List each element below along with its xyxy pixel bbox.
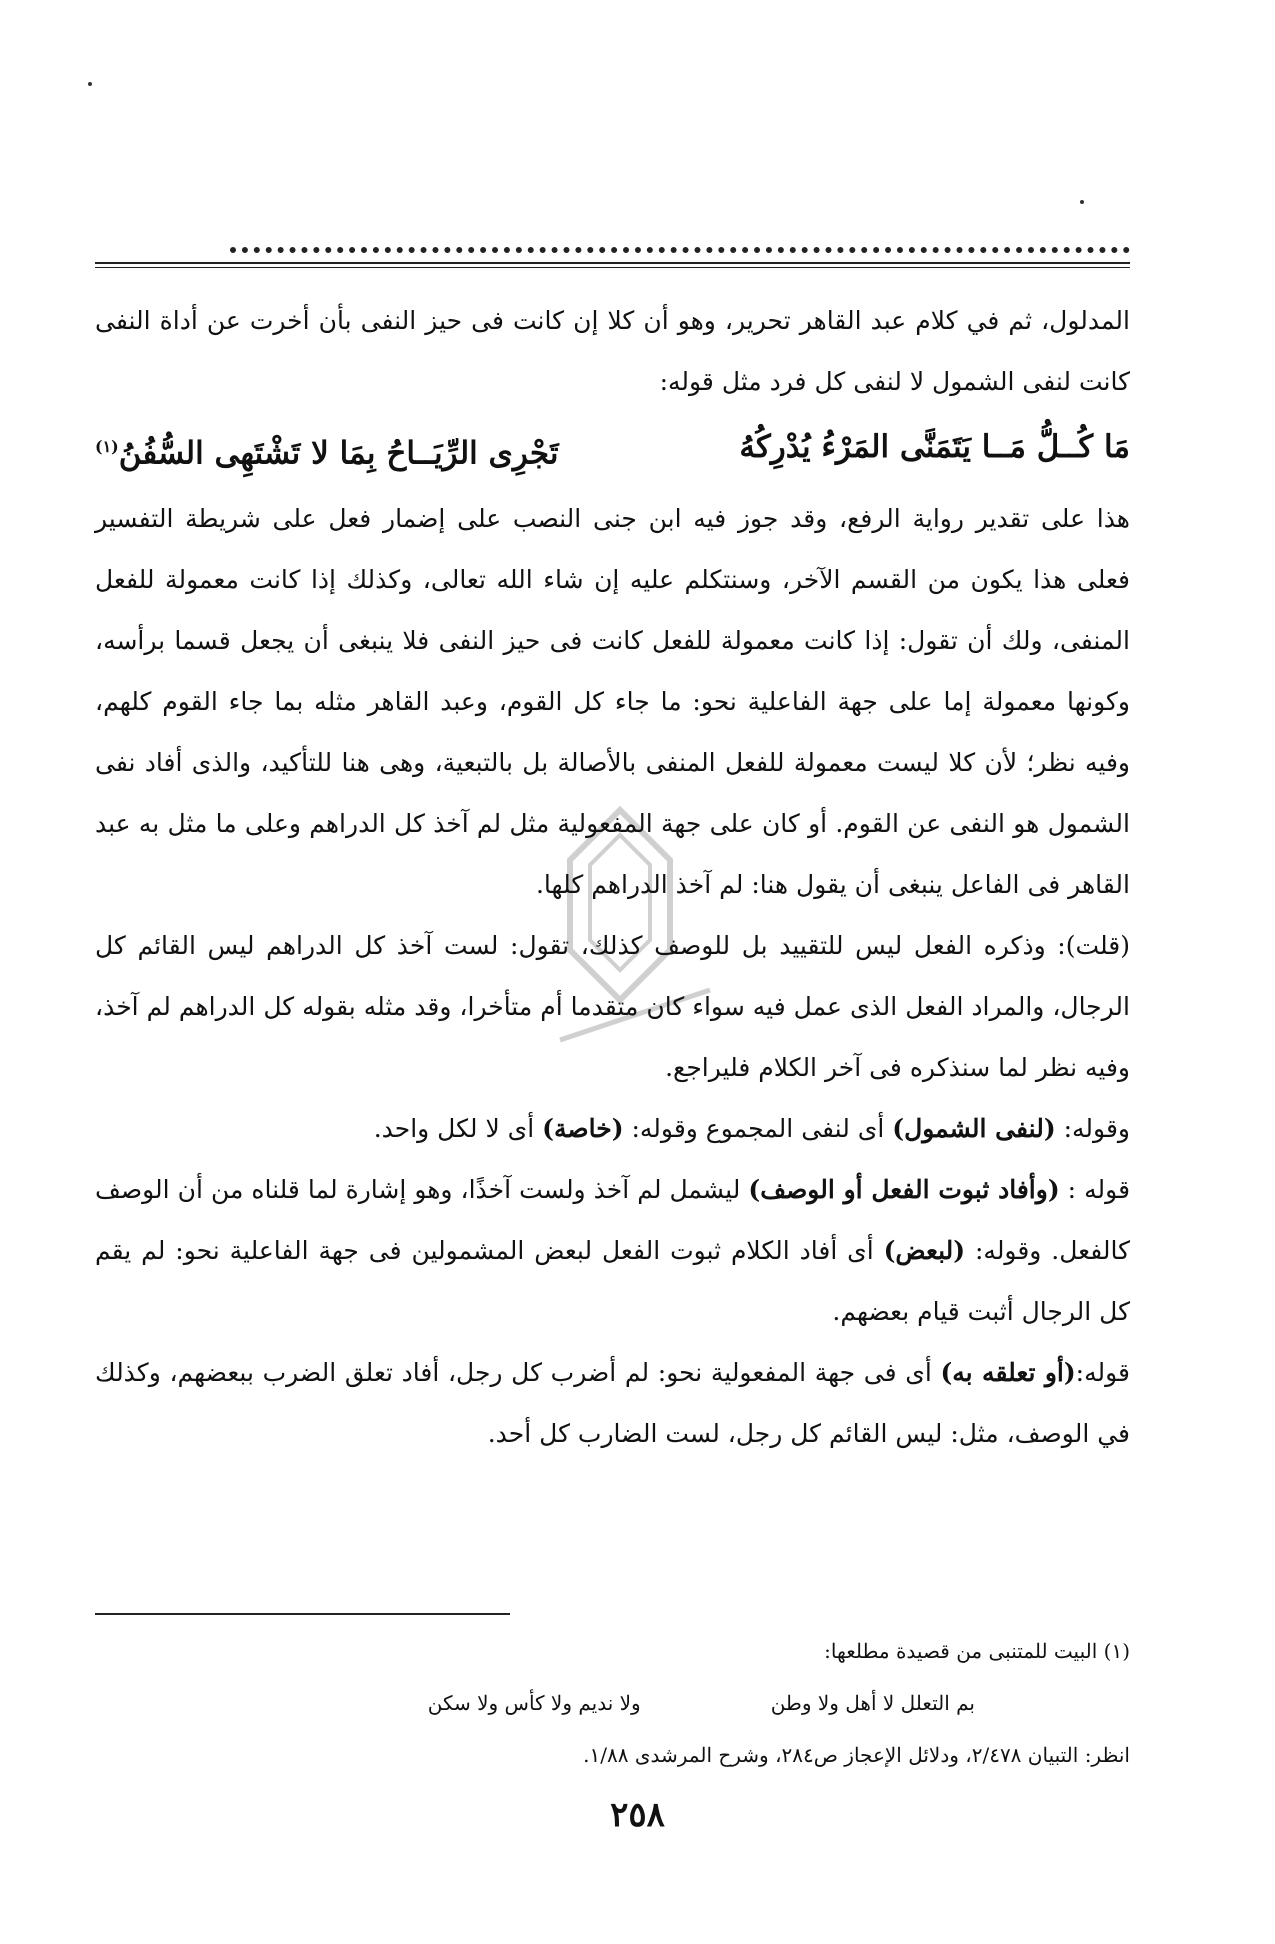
poem-verse (95, 412, 1130, 488)
header-rule-thick (95, 262, 1130, 264)
footnote-verse-first: بم التعلل لا أهل ولا وطن (770, 1691, 975, 1715)
footnote-verse-second: ولا نديم ولا كأس ولا سكن (427, 1691, 641, 1715)
paragraph-2-text: هذا على تقدير رواية الرفع، وقد جوز فيه ابن جنى النصب على إضمار فعل على شريطة التفسير فعلى هذا يكون من القسم الآخر، وسنتكلم عليه إن شاء الله تعالى، وكذلك إذا كانت معمولة للفعل المنفى، ولك أن تقول: إذا كانت معمولة للفعل كانت فى حيز النفى فلا ينبغى أن يجعل قسما برأسه، وكونها معمولة إما على جهة الفاعلية نحو: ما جاء كل القوم، وعبد القاهر مثله بما جاء القوم كلهم، وفيه نظر؛ لأن كلا ليست معمولة للفعل المنفى بالأصالة بل بالتبعية، وهى هنا للتأكيد، والذى أفاد نفى الشمول هو النفى عن القوم. أو كان على جهة المفعولية مثل لم آخذ كل الدراهم وعلى ما مثل به عبد القاهر فى الفاعل ينبغى أن يقول هنا: لم آخذ الدراهم كلها. (95, 504, 1130, 900)
p5-text-e: أى أفاد الكلام ثبوت الفعل لبعض المشمولين فى جهة الفاعلية نحو: لم يقم كل الرجال أثبت قيام بعضهم. (95, 1236, 1130, 1327)
p6-text-c: أى فى جهة المفعولية نحو: لم أضرب كل رجل، أفاد تعلق الضرب ببعضهم، وكذلك في الوصف، مثل: ليس القائم كل رجل، لست الضارب كل أحد. (95, 1358, 1130, 1449)
paragraph-6 (95, 1342, 1130, 1464)
footnote-1-intro: (١) البيت للمتنبى من قصيدة مطلعها: (824, 1639, 1130, 1663)
main-text (95, 290, 1130, 1464)
verse-second-hemistich (95, 412, 559, 488)
p4-term: (لنفى الشمول) (892, 1114, 1056, 1144)
verse-first-hemistich: مَا كُــلُّ مَــا يَتَمَنَّى المَرْءُ يُدْرِكُهُ (739, 429, 1130, 465)
footnote-verse (95, 1677, 1130, 1729)
scan-speck (1080, 200, 1084, 204)
p6-text-a: قوله: (1075, 1358, 1130, 1388)
footnote-ref: (١) (95, 437, 119, 456)
p4-term-2: (خاصة) (542, 1114, 624, 1144)
p5-text-a: قوله : (1059, 1175, 1131, 1205)
footnote-separator (95, 1613, 510, 1615)
paragraph-2 (95, 488, 1130, 915)
p4-text-a: وقوله: (1055, 1114, 1130, 1144)
p6-term: (أو تعلقه به) (940, 1358, 1076, 1388)
header-dotted-rule (230, 247, 1130, 261)
footnotes (95, 1625, 1130, 1781)
footnote-references: انظر: التبيان ٢/٤٧٨، ودلائل الإعجاز ص٢٨٤، وشرح المرشدى ١/٨٨. (583, 1743, 1130, 1767)
verse-second-text: تَجْرِى الرِّيَــاحُ بِمَا لا تَشْتَهِى السُّفُنُ (118, 435, 559, 472)
p5-text-c: ليشمل لم آخذ ولست آخذًا، وهو إشارة لما قلناه من أن الوصف كالفعل. وقوله: (95, 1175, 1130, 1266)
paragraph-1: المدلول، ثم في كلام عبد القاهر تحرير، وهو أن كلا إن كانت فى حيز النفى بأن أخرت عن أداة النفى كانت لنفى الشمول لا لنفى كل فرد مثل قوله: (95, 306, 1130, 396)
scan-speck (88, 82, 92, 86)
header-rule-thin (95, 267, 1130, 268)
paragraph-5 (95, 1159, 1130, 1342)
paragraph-3: (قلت): وذكره الفعل ليس للتقييد بل للوصف كذلك، تقول: لست آخذ كل الدراهم ليس القائم كل الرجال، والمراد الفعل الذى عمل فيه سواء كان متقدما أم متأخرا، وقد مثله بقوله كل الدراهم لم آخذ، وفيه نظر لما سنذكره فى آخر الكلام فليراجع. (95, 931, 1130, 1083)
p5-term-2: (لبعض) (883, 1236, 966, 1266)
p4-text-e: أى لا لكل واحد. (373, 1114, 543, 1144)
paragraph-4 (95, 1098, 1130, 1159)
p5-term: (وأفاد ثبوت الفعل أو الوصف) (748, 1175, 1060, 1205)
page-number: ٢٥٨ (610, 1795, 665, 1835)
p4-text-c: أى لنفى المجموع وقوله: (623, 1114, 893, 1144)
